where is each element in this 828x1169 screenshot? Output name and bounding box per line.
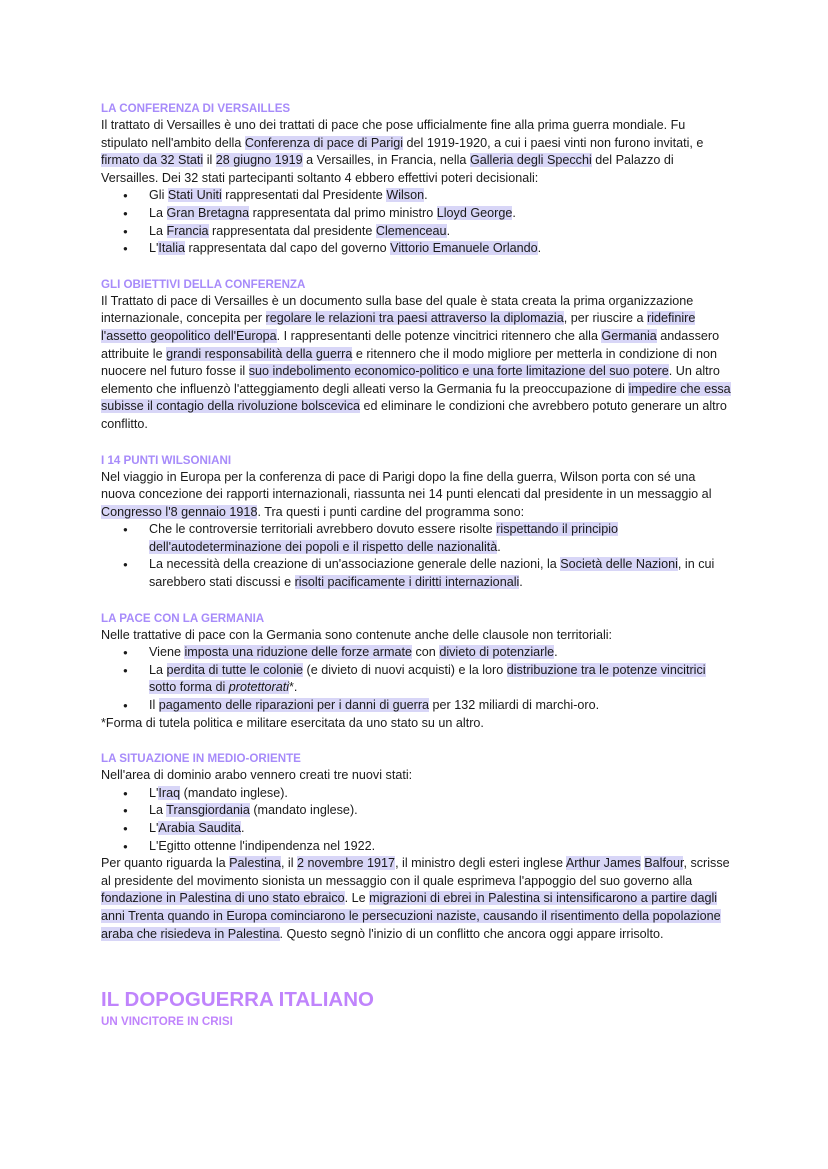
paragraph: Nel viaggio in Europa per la conferenza di pace di Parigi dopo la fine della guerra, Wilson porta con sé una nuova concezione dei rapporti internazionali, riassunta nei 14 punti elencati dal presidente in un messaggio al Congresso l'8 gennaio 1918. Tra questi i punti cardine del programma sono: xyxy=(101,469,712,519)
list-item: ● Gli Stati Uniti rappresentati dal Presidente Wilson. xyxy=(101,187,731,205)
section-heading: LA SITUAZIONE IN MEDIO-ORIENTE xyxy=(101,752,301,766)
section-heading: I 14 PUNTI WILSONIANI xyxy=(101,453,232,467)
list-item: ● Il pagamento delle riparazioni per i danni di guerra per 132 miliardi di marchi-oro. xyxy=(101,697,731,715)
list-item: ● L'Italia rappresentata dal capo del governo Vittorio Emanuele Orlando. xyxy=(101,240,731,258)
paragraph: Il trattato di Versailles è uno dei trattati di pace che pose ufficialmente fine alla prima guerra mondiale. Fu stipulato nell'ambito della Conferenza di pace di Parigi del 1919-1920, a cui i paesi vinti non furono invitati, e firmato da 32 Stati il 28 giugno 1919 a Versailles, in Francia, nella Galleria degli Specchi del Palazzo di Versailles. Dei 32 stati partecipanti soltanto 4 ebbero effettivi poteri decisionali: xyxy=(101,118,704,185)
chapter-title: IL DOPOGUERRA ITALIANO xyxy=(101,988,374,1012)
list-item: ● La perdita di tutte le colonie (e divieto di nuovi acquisti) e la loro distribuzione tra le potenze vincitrici sotto forma di protettorati*. xyxy=(101,662,731,697)
bullet-list xyxy=(101,521,731,591)
list-item: ● L'Iraq (mandato inglese). xyxy=(101,785,731,803)
list-item: ● La Transgiordania (mandato inglese). xyxy=(101,802,731,820)
paragraph: Nell'area di dominio arabo vennero creati tre nuovi stati: xyxy=(101,768,413,783)
section-14-punti xyxy=(101,452,731,592)
section-pace-germania xyxy=(101,610,731,733)
bullet-list xyxy=(101,785,731,855)
section-medio-oriente xyxy=(101,750,731,943)
section-heading: LA CONFERENZA DI VERSAILLES xyxy=(101,102,291,115)
list-item: ● L'Egitto ottenne l'indipendenza nel 1922. xyxy=(101,838,731,856)
bullet-list xyxy=(101,644,731,714)
section-obiettivi xyxy=(101,276,731,434)
list-item: ● L'Arabia Saudita. xyxy=(101,820,731,838)
document-page xyxy=(101,100,731,1030)
section-heading: LA PACE CON LA GERMANIA xyxy=(101,611,265,625)
list-item: ● La Francia rappresentata dal presidente Clemenceau. xyxy=(101,223,731,241)
section-heading: GLI OBIETTIVI DELLA CONFERENZA xyxy=(101,277,306,291)
list-item: ● La Gran Bretagna rappresentata dal primo ministro Lloyd George. xyxy=(101,205,731,223)
list-item: ● Che le controversie territoriali avrebbero dovuto essere risolte rispettando il principio dell'autodeterminazione dei popoli e il rispetto delle nazionalità. xyxy=(101,521,731,556)
list-item: ● La necessità della creazione di un'associazione generale delle nazioni, la Società delle Nazioni, in cui sarebbero stati discussi e risolti pacificamente i diritti internazionali. xyxy=(101,556,731,591)
list-item: ● Viene imposta una riduzione delle forze armate con divieto di potenziarle. xyxy=(101,644,731,662)
paragraph: Il Trattato di pace di Versailles è un documento sulla base del quale è stata creata la prima organizzazione internazionale, concepita per regolare le relazioni tra paesi attraverso la diplomazia, per riuscire a ridefinire l'assetto geopolitico dell'Europa. I rappresentanti delle potenze vincitrici ritennero che alla Germania andassero attribuite le grandi responsabilità della guerra e ritennero che il modo migliore per metterla in condizione di non nuocere nel futuro fosse il suo indebolimento economico-politico e una forte limitazione del suo potere. Un altro elemento che influenzò l'atteggiamento degli alleati verso la Germania fu la preoccupazione di impedire che essa subisse il contagio della rivoluzione bolscevica ed eliminare le condizioni che avrebbero potuto generare un altro conflitto. xyxy=(101,293,731,431)
paragraph: Per quanto riguarda la Palestina, il 2 novembre 1917, il ministro degli esteri inglese Arthur James Balfour, scrisse al presidente del movimento sionista un messaggio con il quale esprimeva l'appoggio del suo governo alla fondazione in Palestina di uno stato ebraico. Le migrazioni di ebrei in Palestina si intensificarono a partire dagli anni Trenta quando in Europa cominciarono le persecuzioni naziste, causando il risentimento della popolazione araba che risiedeva in Palestina. Questo segnò l'inizio di un conflitto che ancora oggi appare irrisolto. xyxy=(101,856,730,941)
paragraph: Nelle trattative di pace con la Germania sono contenute anche delle clausole non territoriali: xyxy=(101,627,613,642)
bullet-list xyxy=(101,187,731,257)
footnote: *Forma di tutela politica e militare esercitata da uno stato su un altro. xyxy=(101,715,484,730)
section-versailles xyxy=(101,100,731,258)
chapter-subtitle: UN VINCITORE IN CRISI xyxy=(101,1015,233,1029)
